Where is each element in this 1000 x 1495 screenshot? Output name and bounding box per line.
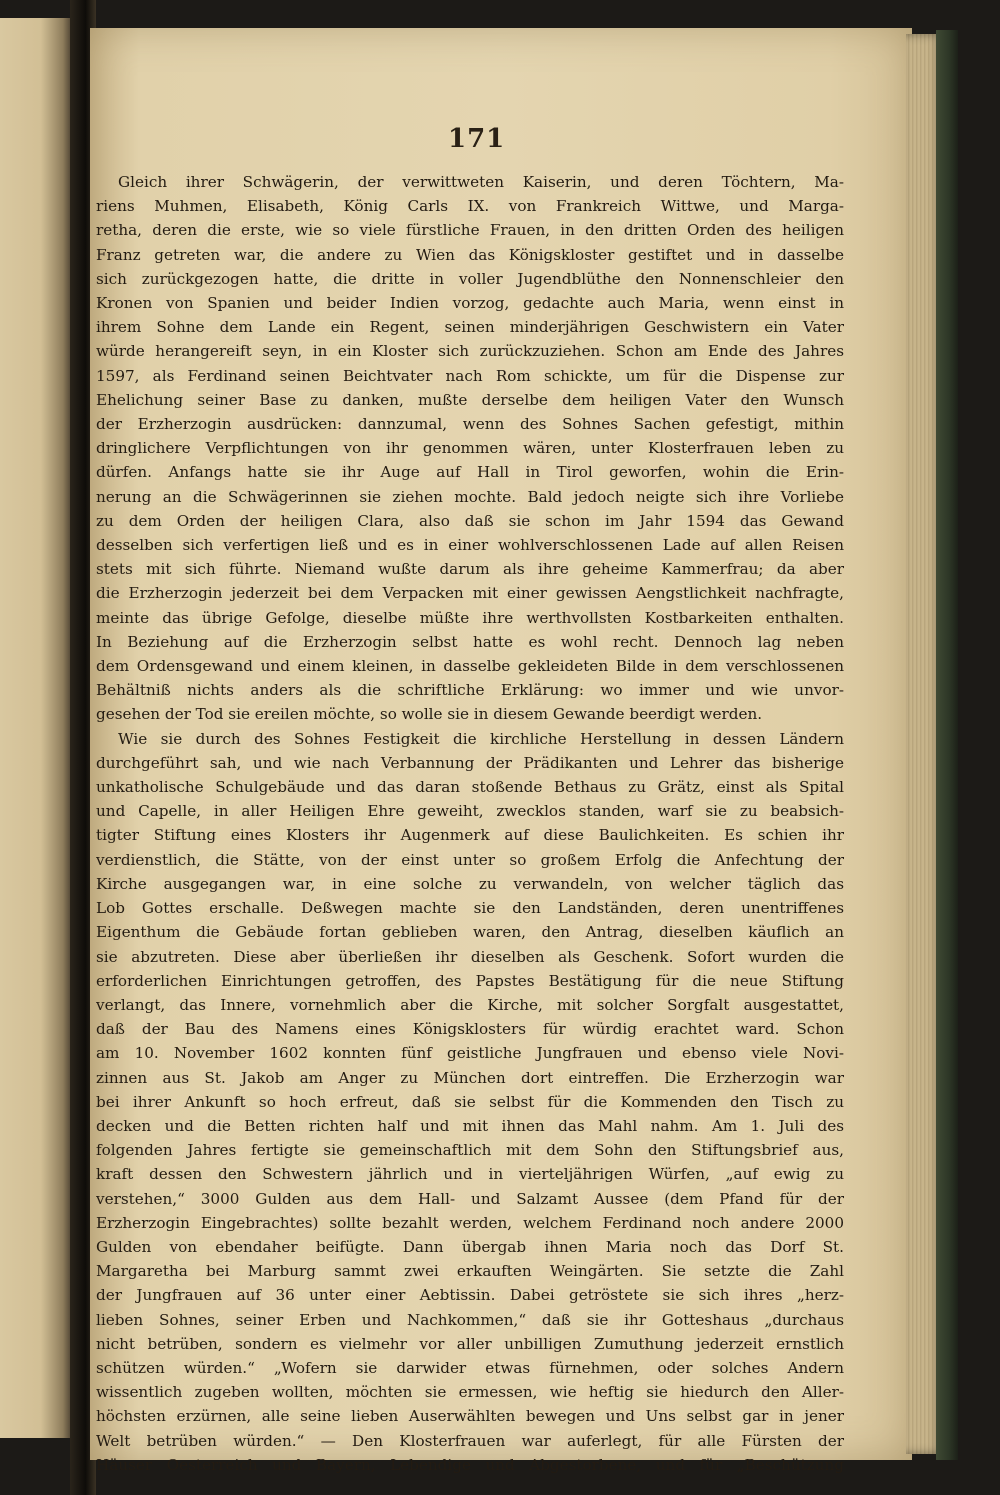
text-line: Gulden von ebendaher beifügte. Dann übergab ihnen Maria noch das Dorf St. (96, 1237, 844, 1256)
text-line: Eigenthum die Gebäude fortan geblieben waren, den Antrag, dieselben käuflich an (96, 923, 844, 942)
text-line: ihrem Sohne dem Lande ein Regent, seinen minderjährigen Geschwistern ein Vater (96, 318, 844, 337)
text-line: nerung an die Schwägerinnen sie ziehen mochte. Bald jedoch neigte sich ihre Vorliebe (96, 487, 844, 506)
text-line: riens Muhmen, Elisabeth, König Carls IX. von Frankreich Wittwe, und Marga- (96, 197, 844, 216)
text-line: unkatholische Schulgebäude und das daran stoßende Bethaus zu Grätz, einst als Spital (96, 778, 844, 797)
text-line: Erzherzogin Eingebrachtes) sollte bezahlt werden, welchem Ferdinand noch andere 2000 (96, 1213, 844, 1232)
text-line: würde herangereift seyn, in ein Kloster sich zurückzuziehen. Schon am Ende des Jahres (96, 342, 844, 361)
text-line: lieben Sohnes, seiner Erben und Nachkommen,“ daß sie ihr Gotteshaus „durchaus (96, 1310, 844, 1329)
text-line: sie abzutreten. Diese aber überließen ihr dieselben als Geschenk. Sofort wurden die (96, 947, 844, 966)
text-line: dringlichere Verpflichtungen von ihr genommen wären, unter Klosterfrauen leben zu (96, 439, 844, 458)
text-line: daß der Bau des Namens eines Königsklosters für würdig erachtet ward. Schon (96, 1020, 844, 1039)
text-line: und Capelle, in aller Heiligen Ehre geweiht, zwecklos standen, warf sie zu beabsich- (96, 802, 844, 821)
text-line: kraft dessen den Schwestern jährlich und in vierteljährigen Würfen, „auf ewig zu (96, 1165, 844, 1184)
text-line: Franz getreten war, die andere zu Wien das Königskloster gestiftet und in dasselbe (96, 245, 844, 264)
text-line: retha, deren die erste, wie so viele fürstliche Frauen, in den dritten Orden des heiligen (96, 221, 844, 240)
text-line: nicht betrüben, sondern es vielmehr vor aller unbilligen Zumuthung jederzeit ernstlich (96, 1334, 844, 1353)
text-line: Welt betrüben würden.“ — Den Klosterfrauen war auferlegt, für alle Fürsten der (96, 1431, 844, 1450)
text-line: zu dem Orden der heiligen Clara, also daß sie schon im Jahr 1594 das Gewand (96, 511, 844, 530)
page-number: 171 (448, 124, 506, 154)
text-line: Margaretha bei Marburg sammt zwei erkauften Weingärten. Sie setzte die Zahl (96, 1262, 844, 1281)
text-line: meinte das übrige Gefolge, dieselbe müßte ihre werthvollsten Kostbarkeiten enthalten. (96, 608, 844, 627)
text-line: stets mit sich führte. Niemand wußte darum als ihre geheime Kammerfrau; da aber (96, 560, 844, 579)
text-line: In Beziehung auf die Erzherzogin selbst hatte es wohl recht. Dennoch lag neben (96, 632, 844, 651)
text-line: decken und die Betten richten half und mit ihnen das Mahl nahm. Am 1. Juli des (96, 1116, 844, 1135)
text-line: Ehelichung seiner Base zu danken, mußte derselbe dem heiligen Vater den Wunsch (96, 390, 844, 409)
text-line: der Erzherzogin ausdrücken: dannzumal, wenn des Sohnes Sachen gefestigt, mithin (96, 415, 844, 434)
text-line: Lob Gottes erschalle. Deßwegen machte sie den Landständen, deren unentriffenes (96, 899, 844, 918)
text-line: Behältniß nichts anders als die schriftliche Erklärung: wo immer und wie unvor- (96, 681, 844, 700)
text-line: höchsten erzürnen, alle seine lieben Auserwählten bewegen und Uns selbst gar in jener (96, 1407, 844, 1426)
body-text (96, 170, 844, 1477)
text-line: verlangt, das Innere, vornehmlich aber die Kirche, mit solcher Sorgfalt ausgestattet, (96, 995, 844, 1014)
text-line: folgenden Jahres fertigte sie gemeinschaftlich mit dem Sohn den Stiftungsbrief aus, (96, 1141, 844, 1160)
text-line: dem Ordensgewand und einem kleinen, in dasselbe gekleideten Bilde in dem verschlossenen (96, 657, 844, 676)
text-line: die Erzherzogin jederzeit bei dem Verpacken mit einer gewissen Aengstlichkeit nachfragte, (96, 584, 844, 603)
text-line: gesehen der Tod sie ereilen möchte, so wolle sie in diesem Gewande beerdigt werden. (96, 705, 763, 724)
text-line: 1597, als Ferdinand seinen Beichtvater nach Rom schickte, um für die Dispense zur (96, 366, 844, 385)
text-line: durchgeführt sah, und wie nach Verbannung der Prädikanten und Lehrer das bisherige (96, 753, 844, 772)
text-line: Gleich ihrer Schwägerin, der verwittweten Kaiserin, und deren Töchtern, Ma- (118, 173, 844, 191)
previous-page-edge (0, 18, 74, 1438)
text-line: Häuser Oesterreich und Bayern, Lebendige und Abgestorbene, und für „Beschützung (96, 1455, 844, 1474)
text-line: dürfen. Anfangs hatte sie ihr Auge auf Hall in Tirol geworfen, wohin die Erin- (96, 463, 844, 482)
text-line: zinnen aus St. Jakob am Anger zu München dort eintreffen. Die Erzherzogin war (96, 1068, 844, 1087)
text-line: Kronen von Spanien und beider Indien vorzog, gedachte auch Maria, wenn einst in (96, 294, 844, 313)
text-line: Wie sie durch des Sohnes Festigkeit die kirchliche Herstellung in dessen Ländern (118, 729, 844, 748)
text-line: schützen würden.“ „Wofern sie darwider etwas fürnehmen, oder solches Andern (96, 1358, 844, 1377)
text-line: tigter Stiftung eines Klosters ihr Augenmerk auf diese Baulichkeiten. Es schien ihr (96, 826, 844, 845)
text-line: bei ihrer Ankunft so hoch erfreut, daß sie selbst für die Kommenden den Tisch zu (96, 1092, 844, 1111)
text-line: der Jungfrauen auf 36 unter einer Aebtissin. Dabei getröstete sie sich ihres „herz- (96, 1286, 844, 1305)
text-line: verdienstlich, die Stätte, von der einst unter so großem Erfolg die Anfechtung der (96, 850, 844, 869)
text-line: am 10. November 1602 konnten fünf geistliche Jungfrauen und ebenso viele Novi- (96, 1044, 844, 1063)
text-line: verstehen,“ 3000 Gulden aus dem Hall- und Salzamt Aussee (dem Pfand für der (96, 1189, 844, 1208)
text-line: sich zurückgezogen hatte, die dritte in voller Jugendblüthe den Nonnenschleier den (96, 269, 844, 288)
text-line: wissentlich zugeben wollten, möchten sie ermessen, wie heftig sie hiedurch den Aller- (96, 1383, 844, 1402)
book-binding (936, 30, 958, 1460)
text-line: desselben sich verfertigen ließ und es in einer wohlverschlossenen Lade auf allen Reisen (96, 536, 844, 555)
text-line: Kirche ausgegangen war, in eine solche zu verwandeln, von welcher täglich das (96, 874, 844, 893)
text-line: erforderlichen Einrichtungen getroffen, des Papstes Bestätigung für die neue Stiftung (96, 971, 844, 990)
